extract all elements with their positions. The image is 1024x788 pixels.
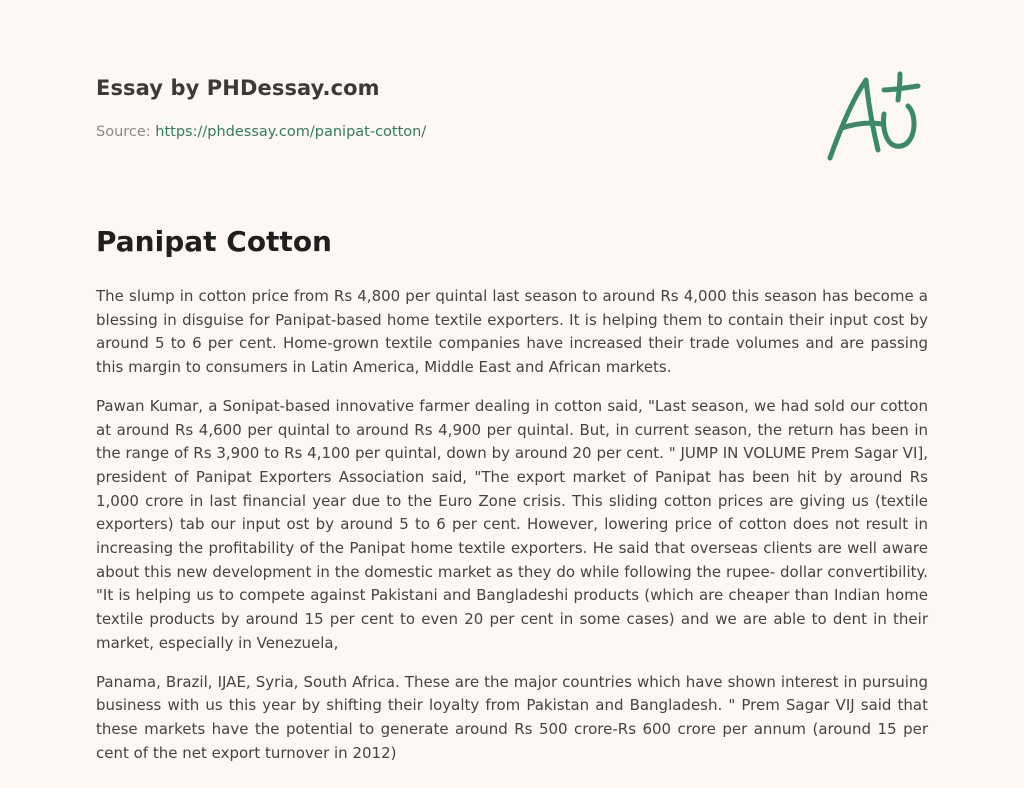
source-label: Source: [96,124,151,140]
source-line [96,124,426,140]
site-header [96,76,928,100]
a-plus-grade-icon [822,70,926,164]
essay-paragraph: Pawan Kumar, a Sonipat-based innovative farmer dealing in cotton said, "Last season, we had sold our cotton at around Rs 4,600 per quintal to around Rs 4,900 per quintal. But, in current season, the return has been in the range of Rs 3,900 to Rs 4,100 per quintal, down by around 20 per cent. " JUMP IN VOLUME Prem Sagar VI], president of Panipat Exporters Association said, "The export market of Panipat has been hit by around Rs 1,000 crore in last financial year due to the Euro Zone crisis. This sliding cotton prices are giving us (textile exporters) tab our input ost by around 5 to 6 per cent. However, lowering price of cotton does not result in increasing the profitability of the Panipat home textile exporters. He said that overseas clients are well aware about this new development in the domestic market as they do while following the rupee- dollar convertibility. "It is helping us to compete against Pakistani and Bangladeshi products (which are cheaper than Indian home textile products by around 15 per cent to even 20 per cent in some cases) and we are able to dent in their market, especially in Venezuela, [96,396,928,652]
essay-paragraph: Panama, Brazil, IJAE, Syria, South Africa. These are the major countries which have shown interest in pursuing business with us this year by shifting their loyalty from Pakistan and Bangladesh. " Prem Sagar VIJ said that these markets have the potential to generate around Rs 500 crore-Rs 600 crore per annum (around 15 per cent of the net export turnover in 2012) [96,672,928,762]
essay-body [96,285,928,780]
site-brand: Essay by PHDessay.com [96,76,380,100]
a-plus-logo-graphic [822,70,926,164]
essay-title: Panipat Cotton [96,225,332,258]
source-link[interactable]: https://phdessay.com/panipat-cotton/ [155,124,427,140]
essay-paragraph: The slump in cotton price from Rs 4,800 per quintal last season to around Rs 4,000 this season has become a blessing in disguise for Panipat-based home textile exporters. It is helping them to contain their input cost by around 5 to 6 per cent. Home-grown textile companies have increased their trade volumes and are passing this margin to consumers in Latin America, Middle East and African markets. [96,287,928,377]
